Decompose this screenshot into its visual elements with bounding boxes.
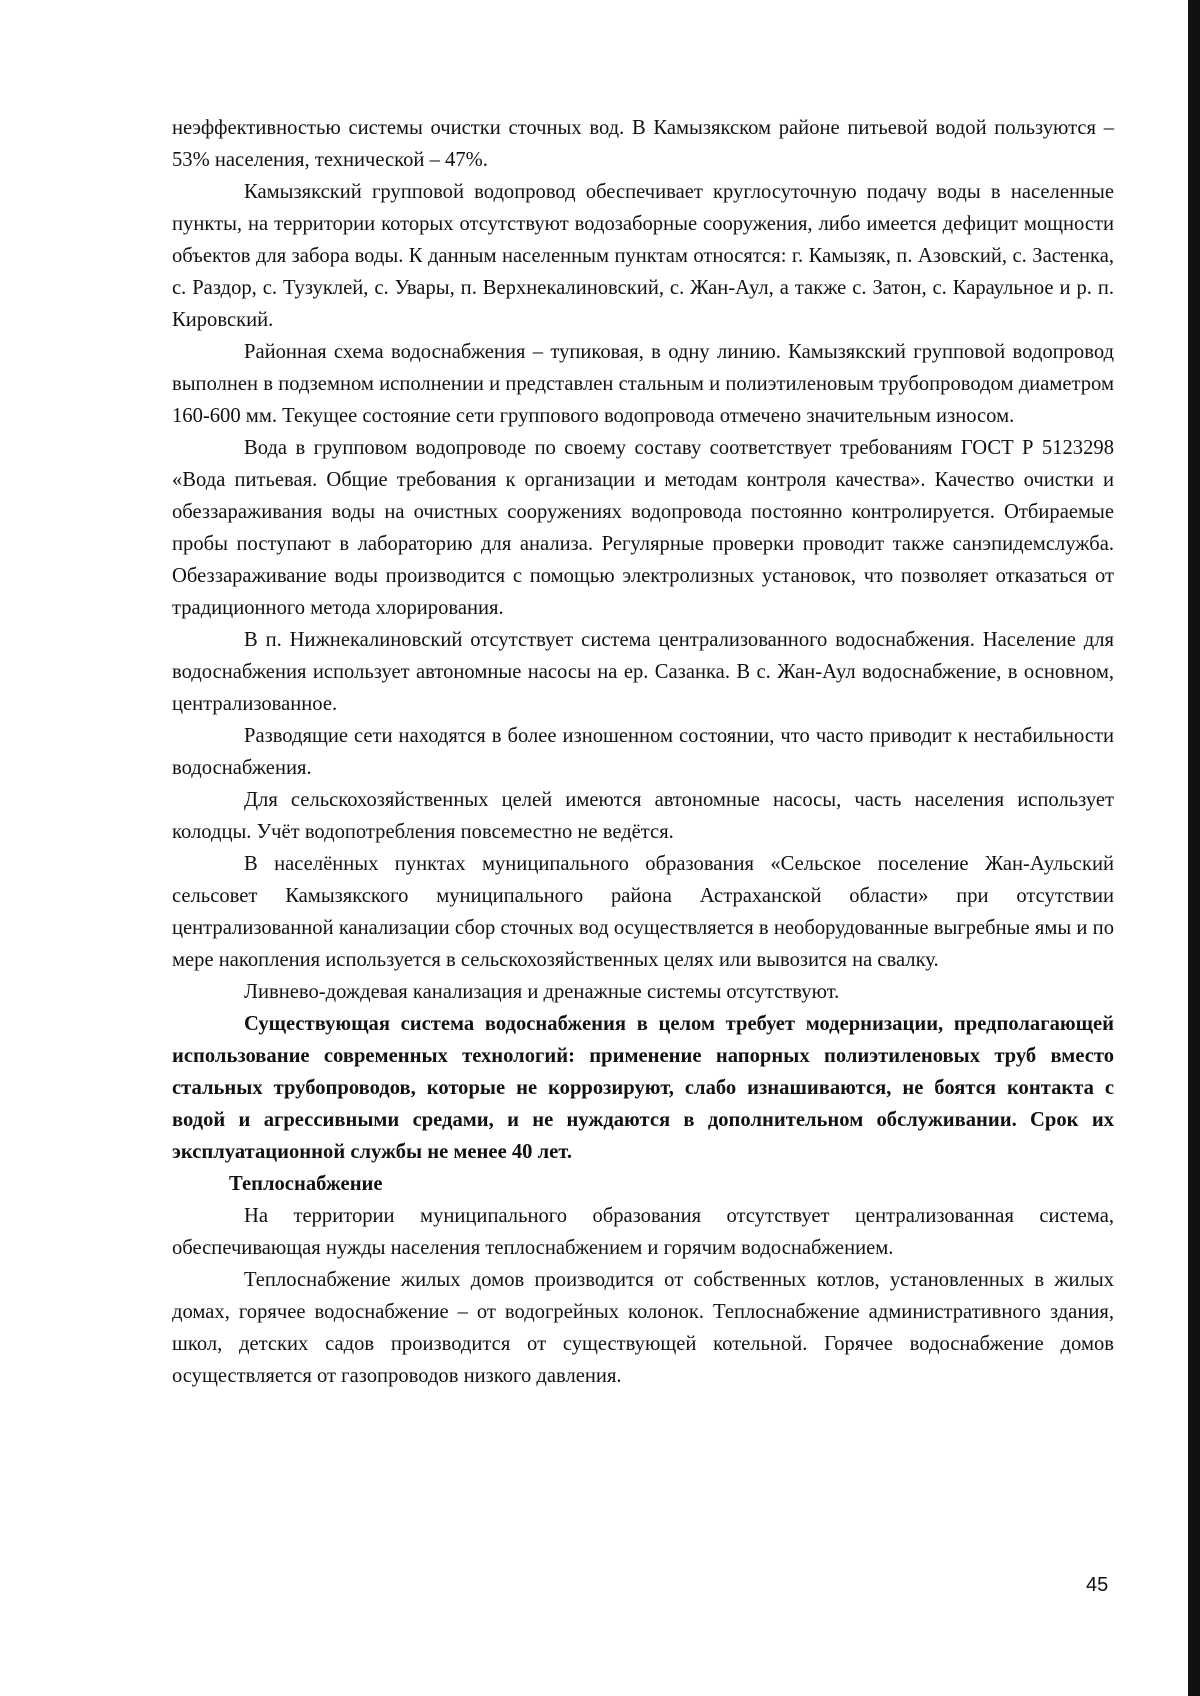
page-edge-border bbox=[1188, 0, 1200, 1696]
paragraph-agricultural-use: Для сельскохозяйственных целей имеются автономные насосы, часть населения использует колодцы. Учёт водопотребления повсеместно не ведётся. bbox=[172, 789, 1114, 843]
paragraph-distribution-networks: Разводящие сети находятся в более изношенном состоянии, что часто приводит к нестабильности водоснабжения. bbox=[172, 725, 1114, 779]
page-body bbox=[172, 112, 1114, 1392]
paragraph-group-water-supply: Камызякский групповой водопровод обеспечивает круглосуточную подачу воды в населенные пункты, на территории которых отсутствуют водозаборные сооружения, либо имеется дефицит мощности объектов для забора воды. К данным населенным пунктам относятся: г. Камызяк, п. Азовский, с. Застенка, с. Раздор, с. Тузуклей, с. Увары, п. Верхнекалиновский, с. Жан-Аул, а также с. Затон, с. Караульное и р. п. Кировский. bbox=[172, 181, 1114, 331]
paragraph-storm-drainage: Ливнево-дождевая канализация и дренажные системы отсутствуют. bbox=[244, 981, 840, 1003]
paragraph-heat-no-central-system: На территории муниципального образования отсутствует централизованная система, обеспечивающая нужды населения теплоснабжением и горячим водоснабжением. bbox=[172, 1205, 1114, 1259]
paragraph-heat-sources: Теплоснабжение жилых домов производится от собственных котлов, установленных в жилых домах, горячее водоснабжение – от водогрейных колонок. Теплоснабжение административного здания, школ, детских садов производится от существующей котельной. Горячее водоснабжение домов осуществляется от газопроводов низкого давления. bbox=[172, 1269, 1114, 1387]
paragraph-continuation: неэффективностью системы очистки сточных вод. В Камызякском районе питьевой водой пользуются – 53% населения, технической – 47%. bbox=[172, 117, 1114, 171]
paragraph-district-scheme: Районная схема водоснабжения – тупиковая, в одну линию. Камызякский групповой водопровод выполнен в подземном исполнении и представлен стальным и полиэтиленовым трубопроводом диаметром 160-600 мм. Текущее состояние сети группового водопровода отмечено значительным износом. bbox=[172, 341, 1114, 427]
paragraph-water-quality: Вода в групповом водопроводе по своему составу соответствует требованиям ГОСТ Р 5123298 «Вода питьевая. Общие требования к организации и методам контроля качества». Качество очистки и обеззараживания воды на очистных сооружениях водопровода постоянно контролируется. Отбираемые пробы поступают в лабораторию для анализа. Регулярные проверки проводит также санэпидемслужба. Обеззараживание воды производится с помощью электролизных установок, что позволяет отказаться от традиционного метода хлорирования. bbox=[172, 437, 1114, 619]
section-heading-heat-supply: Теплоснабжение bbox=[229, 1173, 383, 1195]
page-number: 45 bbox=[1086, 1574, 1109, 1596]
paragraph-nizhnekalinovsky: В п. Нижнекалиновский отсутствует система централизованного водоснабжения. Население для водоснабжения использует автономные насосы на ер. Сазанка. В с. Жан-Аул водоснабжение, в основном, централизованное. bbox=[172, 629, 1114, 715]
paragraph-sewage: В населённых пунктах муниципального образования «Сельское поселение Жан-Аульский сельсовет Камызякского муниципального района Астраханской области» при отсутствии централизованной канализации сбор сточных вод осуществляется в необорудованные выгребные ямы и по мере накопления используется в сельскохозяйственных целях или вывозится на свалку. bbox=[172, 853, 1114, 971]
paragraph-modernization-conclusion: Существующая система водоснабжения в целом требует модернизации, предполагающей использование современных технологий: применение напорных полиэтиленовых труб вместо стальных трубопроводов, которые не коррозируют, слабо изнашиваются, не боятся контакта с водой и агрессивными средами, и не нуждаются в дополнительном обслуживании. Срок их эксплуатационной службы не менее 40 лет. bbox=[172, 1013, 1114, 1163]
